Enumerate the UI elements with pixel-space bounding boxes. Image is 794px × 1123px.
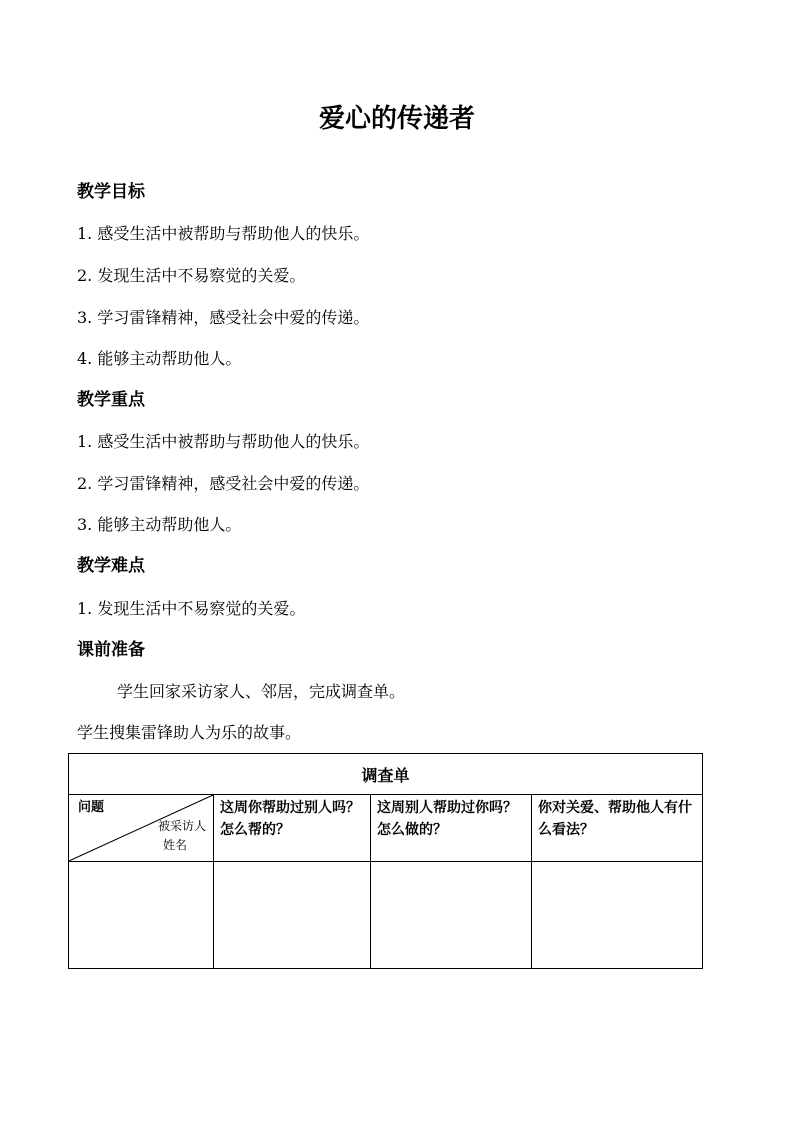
preparation-paragraph-2: 学生搜集雷锋助人为乐的故事。 [77,723,302,742]
key-point-item-2: 2. 学习雷锋精神，感受社会中爱的传递。 [77,474,370,493]
corner-label-interviewee: 被采访人 [157,819,206,833]
goal-item-1: 1. 感受生活中被帮助与帮助他人的快乐。 [77,224,370,243]
section-heading-preparation: 课前准备 [77,640,145,660]
survey-column-header-1: 这周你帮助过别人吗？怎么帮的？ [214,795,371,862]
survey-table [68,753,703,969]
survey-column-header-3: 你对关爱、帮助他人有什么看法？ [532,795,703,862]
section-heading-goals: 教学目标 [77,182,145,202]
survey-cell-answer-2[interactable] [371,862,532,969]
difficulty-item-1: 1. 发现生活中不易察觉的关爱。 [77,599,306,618]
key-point-item-1: 1. 感受生活中被帮助与帮助他人的快乐。 [77,432,370,451]
survey-corner-cell [69,795,214,862]
survey-column-header-2: 这周别人帮助过你吗？怎么做的？ [371,795,532,862]
section-heading-key-points: 教学重点 [77,390,145,410]
survey-cell-name[interactable] [69,862,214,969]
section-heading-difficulties: 教学难点 [77,556,145,576]
survey-cell-answer-1[interactable] [214,862,371,969]
survey-title: 调查单 [69,754,703,795]
corner-label-question: 问题 [78,800,105,815]
survey-cell-answer-3[interactable] [532,862,703,969]
page-title: 爱心的传递者 [318,104,475,134]
preparation-paragraph-1: 学生回家采访家人、邻居，完成调查单。 [117,682,406,701]
corner-label-name: 姓名 [162,838,187,852]
goal-item-2: 2. 发现生活中不易察觉的关爱。 [77,266,306,285]
goal-item-4: 4. 能够主动帮助他人。 [77,349,242,368]
key-point-item-3: 3. 能够主动帮助他人。 [77,515,242,534]
goal-item-3: 3. 学习雷锋精神，感受社会中爱的传递。 [77,308,370,327]
